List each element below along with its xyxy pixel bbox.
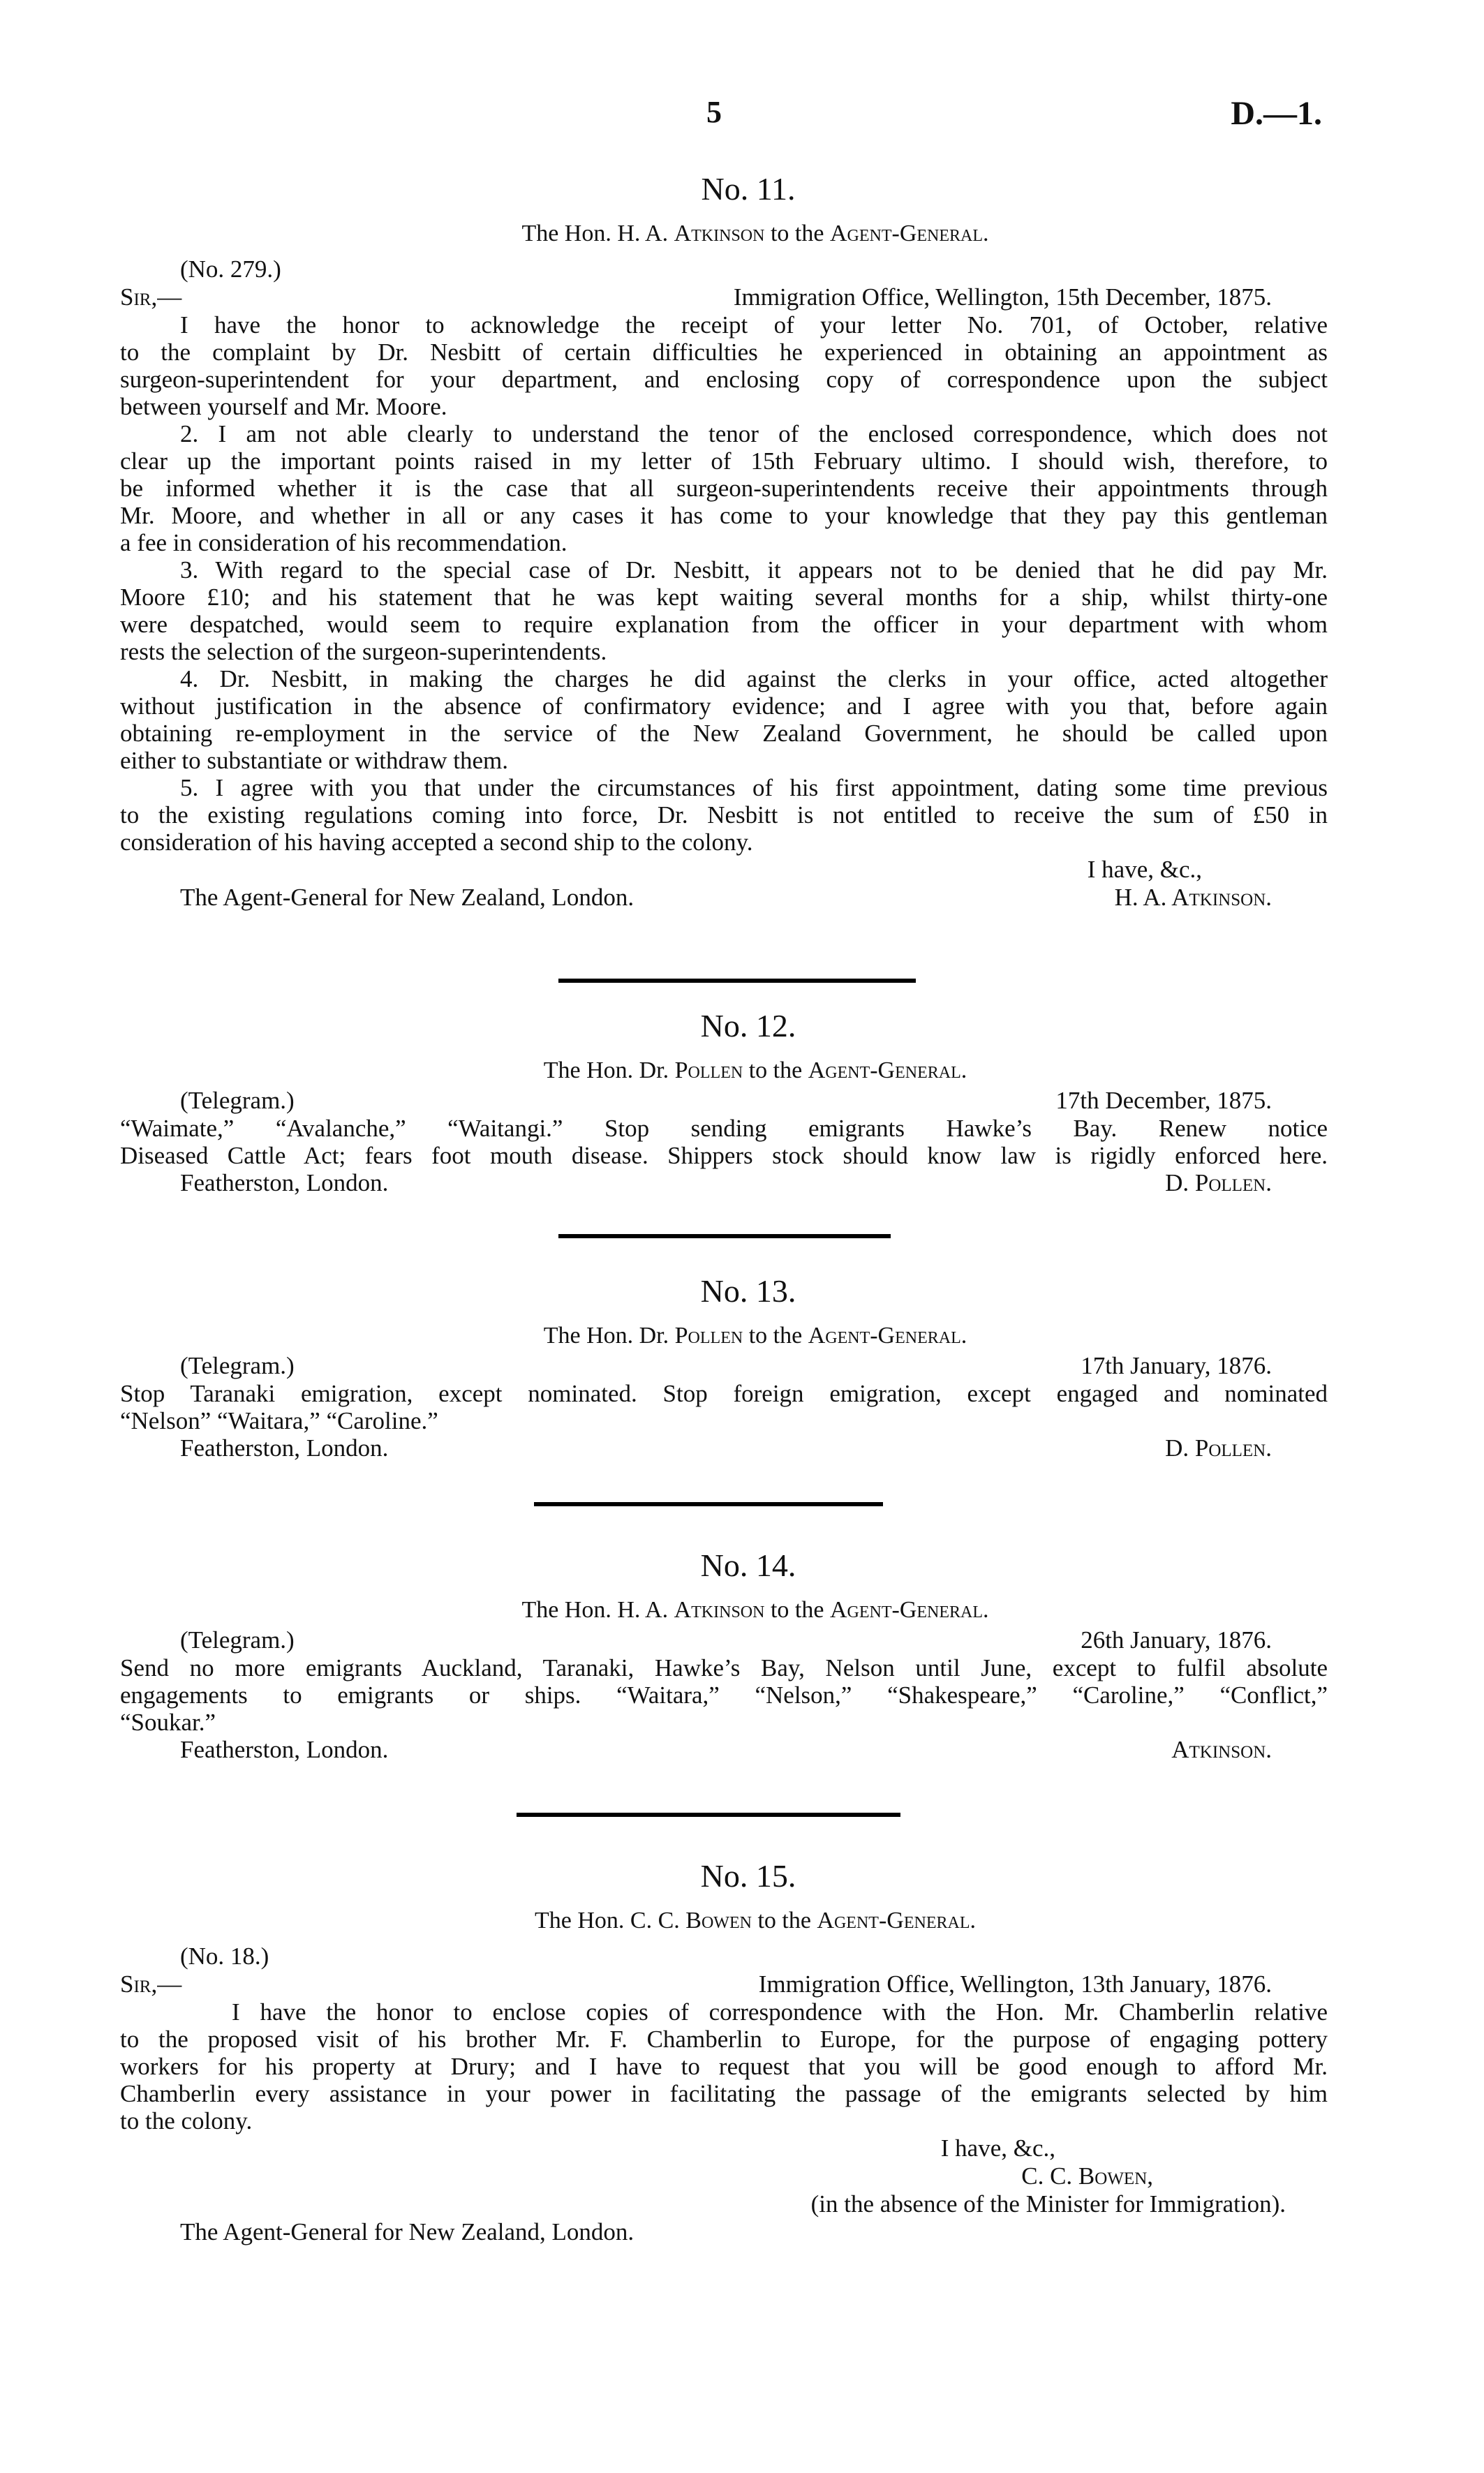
body-line: 4. Dr. Nesbitt, in making the charges he did against the clerks in your office, acted altogether	[180, 665, 1328, 692]
body-line: between yourself and Mr. Moore.	[120, 393, 447, 420]
signature: H. A. Atkinson.	[1114, 884, 1272, 911]
letter-heading: The Hon. C. C. Bowen to the Agent-General.	[535, 1908, 976, 1933]
body-line: rests the selection of the surgeon-superintendents.	[120, 638, 607, 665]
addressee: The Agent-General for New Zealand, London.	[180, 2218, 635, 2245]
section-divider	[534, 1502, 883, 1506]
document-reference: D.—1.	[1231, 95, 1322, 132]
letter-body	[120, 1998, 1328, 2134]
addressee: Featherston, London.	[180, 1434, 389, 1462]
section-divider	[517, 1813, 900, 1817]
signature: D. Pollen.	[1165, 1434, 1272, 1462]
body-line: be informed whether it is the case that all surgeon-superintendents receive their appointments through	[120, 475, 1328, 502]
signature-row	[120, 884, 1328, 912]
letter-no-13	[120, 1275, 1328, 1462]
body-line: surgeon-superintendent for your department, and enclosing copy of correspondence upon the subject	[120, 366, 1328, 393]
body-line: without justification in the absence of confirmatory evidence; and I agree with you that, before again	[120, 692, 1328, 720]
telegram-row: (Telegram.) 17th January, 1876.	[180, 1352, 1272, 1379]
body-line: Send no more emigrants Auckland, Taranaki, Hawke’s Bay, Nelson until June, except to fulfil absolute	[120, 1654, 1328, 1681]
body-line: were despatched, would seem to require explanation from the officer in your department with whom	[120, 611, 1328, 638]
body-line: workers for his property at Drury; and I have to request that you will be good enough to afford Mr.	[120, 2053, 1328, 2080]
letter-number: No. 12.	[700, 1008, 796, 1044]
signature-note-row: (in the absence of the Minister for Immigration).	[810, 2190, 1286, 2218]
letter-number: No. 15.	[700, 1858, 796, 1894]
letter-number: No. 14.	[700, 1547, 796, 1583]
body-line: 2. I am not able clearly to understand the tenor of the enclosed correspondence, which does not	[180, 420, 1328, 447]
letter-heading: The Hon. H. A. Atkinson to the Agent-General.	[521, 221, 989, 246]
addressee: The Agent-General for New Zealand, London.	[180, 884, 635, 911]
letter-reference: (No. 18.)	[180, 1943, 269, 1970]
letter-body	[120, 311, 1328, 856]
body-line: 3. With regard to the special case of Dr. Nesbitt, it appears not to be denied that he did pay Mr.	[180, 556, 1328, 584]
body-line: “Soukar.”	[120, 1709, 216, 1736]
letter-heading: The Hon. Dr. Pollen to the Agent-General.	[543, 1323, 967, 1349]
letter-heading: The Hon. H. A. Atkinson to the Agent-General.	[521, 1597, 989, 1623]
section-divider	[558, 979, 916, 983]
body-line: clear up the important points raised in my letter of 15th February ultimo. I should wish, therefore, to	[120, 447, 1328, 475]
body-line: Diseased Cattle Act; fears foot mouth disease. Shippers stock should know law is rigidly enforced here.	[120, 1142, 1328, 1169]
signature: Atkinson.	[1171, 1736, 1272, 1763]
letter-number: No. 13.	[700, 1273, 796, 1309]
body-line: to the existing regulations coming into force, Dr. Nesbitt is not entitled to receive the sum of £50 in	[120, 801, 1328, 829]
letter-no-11	[120, 173, 1328, 912]
body-line: to the complaint by Dr. Nesbitt of certain difficulties he experienced in obtaining an appointment as	[120, 339, 1328, 366]
body-line: either to substantiate or withdraw them.	[120, 747, 508, 774]
signature-row	[120, 1434, 1328, 1462]
body-line: consideration of his having accepted a second ship to the colony.	[120, 829, 753, 856]
body-line: I have the honor to acknowledge the receipt of your letter No. 701, of October, relative	[180, 311, 1328, 339]
page-number: 5	[706, 95, 722, 129]
body-line: “Waimate,” “Avalanche,” “Waitangi.” Stop sending emigrants Hawke’s Bay. Renew notice	[120, 1115, 1328, 1142]
closing-row: I have, &c.,	[1087, 856, 1202, 883]
body-line: to the colony.	[120, 2107, 253, 2134]
addressee: Featherston, London.	[180, 1736, 389, 1763]
body-line: Chamberlin every assistance in your power in facilitating the passage of the emigrants selected by him	[120, 2080, 1328, 2107]
body-line: a fee in consideration of his recommendation.	[120, 529, 567, 556]
body-line: Stop Taranaki emigration, except nominated. Stop foreign emigration, except engaged and nominated	[120, 1380, 1328, 1407]
closing-row: I have, &c.,	[940, 2134, 1055, 2162]
signature-row	[120, 2162, 1328, 2190]
section-divider	[558, 1234, 891, 1238]
body-line: engagements to emigrants or ships. “Waitara,” “Nelson,” “Shakespeare,” “Caroline,” “Conflict,”	[120, 1681, 1328, 1709]
telegram-row: (Telegram.) 17th December, 1875.	[180, 1087, 1272, 1114]
signature: C. C. Bowen,	[1021, 2162, 1153, 2190]
body-line: “Nelson” “Waitara,” “Caroline.”	[120, 1407, 438, 1434]
body-line: Mr. Moore, and whether in all or any cases it has come to your knowledge that they pay this gentleman	[120, 502, 1328, 529]
signature-row	[120, 1736, 1328, 1764]
letter-reference: (No. 279.)	[180, 255, 281, 283]
body-line: 5. I agree with you that under the circumstances of his first appointment, dating some time previous	[180, 774, 1328, 801]
signature-row	[120, 1169, 1328, 1197]
letter-no-15	[120, 1860, 1328, 2246]
body-line: Moore £10; and his statement that he was kept waiting several months for a ship, whilst thirty-one	[120, 584, 1328, 611]
telegram-row: (Telegram.) 26th January, 1876.	[180, 1626, 1272, 1654]
letter-no-12	[120, 1010, 1328, 1197]
body-line: obtaining re-employment in the service of the New Zealand Government, he should be called upon	[120, 720, 1328, 747]
body-line: I have the honor to enclose copies of correspondence with the Hon. Mr. Chamberlin relative	[232, 1998, 1328, 2026]
letter-no-14	[120, 1547, 1328, 1764]
body-line: to the proposed visit of his brother Mr. F. Chamberlin to Europe, for the purpose of engaging pottery	[120, 2026, 1328, 2053]
addressee-row	[120, 2218, 1328, 2246]
salutation-row: Sir,— Immigration Office, Wellington, 15th December, 1875.	[120, 283, 1272, 311]
letter-number: No. 11.	[701, 171, 796, 207]
signature: D. Pollen.	[1165, 1169, 1272, 1196]
letter-heading: The Hon. Dr. Pollen to the Agent-General.	[543, 1057, 967, 1083]
salutation-row: Sir,— Immigration Office, Wellington, 13th January, 1876.	[120, 1970, 1272, 1998]
addressee: Featherston, London.	[180, 1169, 389, 1196]
